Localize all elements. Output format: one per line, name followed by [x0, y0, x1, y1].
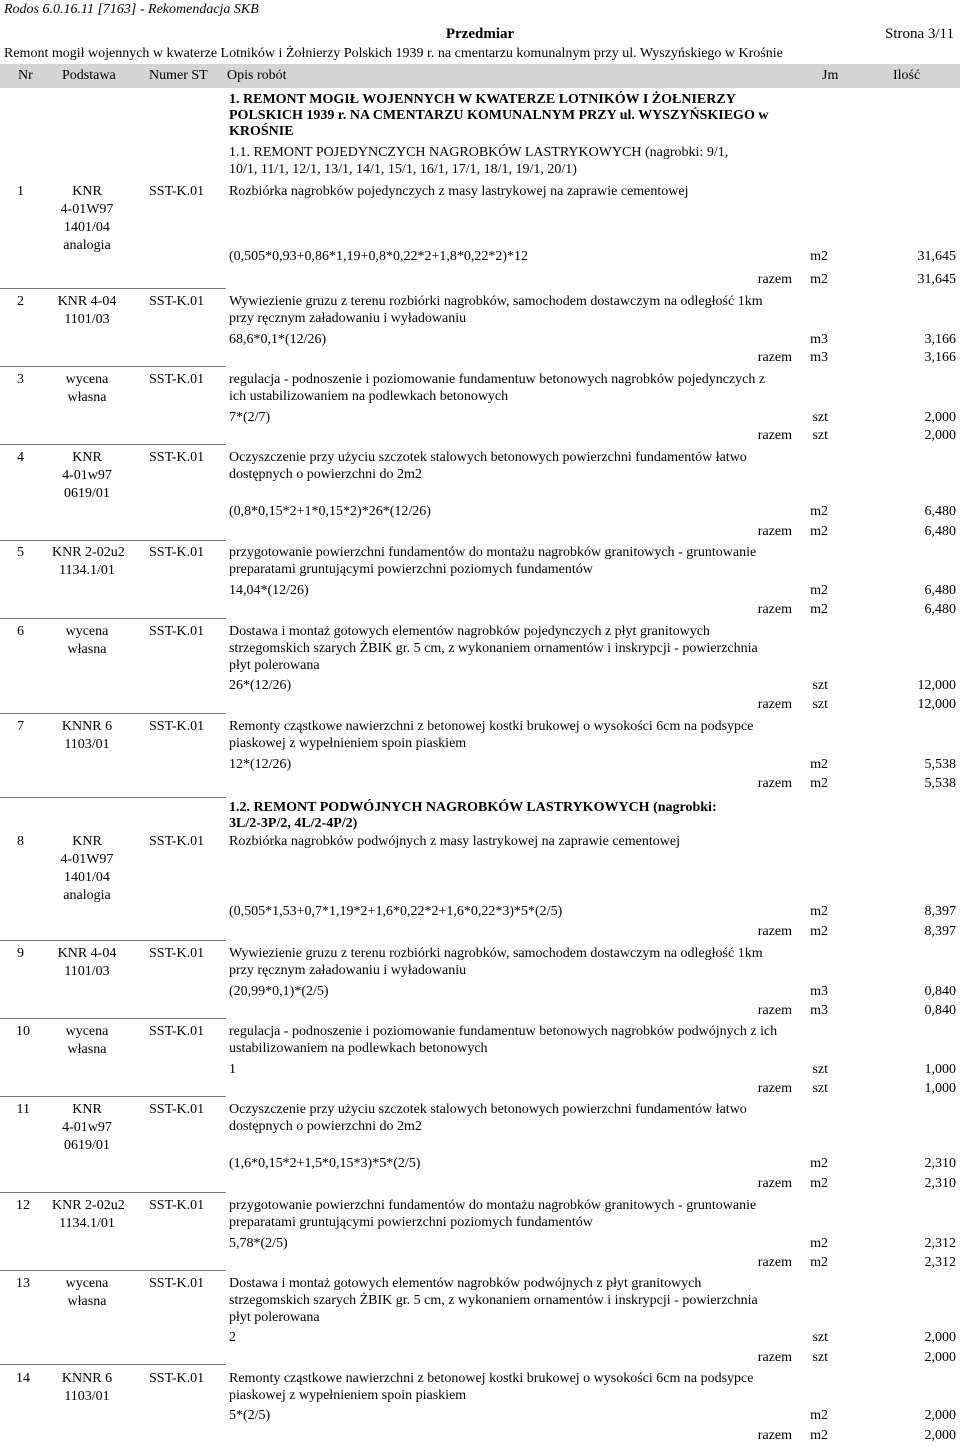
section-1-1-line-2: 10/1, 11/1, 12/1, 13/1, 14/1, 15/1, 16/1, 17/1, 18/1, 19/1, 20/1) — [229, 162, 577, 177]
item-basis-line: 4-01W97 — [60, 852, 114, 867]
item-description-line: Dostawa i montaż gotowych elementów nagrobków pojedynczych z płyt granitowych — [229, 624, 710, 639]
item-total-quantity: 2,312 — [924, 1255, 956, 1270]
item-total-unit: m2 — [810, 776, 828, 791]
item-basis-line: własna — [67, 642, 107, 657]
section-1-1-line-1: 1.1. REMONT POJEDYNCZYCH NAGROBKÓW LASTRYKOWYCH (nagrobki: 9/1, — [229, 145, 729, 160]
item-spec-code: SST-K.01 — [149, 946, 205, 961]
item-spec-code: SST-K.01 — [149, 624, 205, 639]
item-basis-line: wycena — [65, 1024, 109, 1039]
item-basis-line: KNR 4-04 — [57, 946, 117, 961]
item-spec-code: SST-K.01 — [149, 294, 205, 309]
row-separator — [0, 444, 226, 445]
item-spec-code: SST-K.01 — [149, 1198, 205, 1213]
item-basis-line: wycena — [65, 624, 109, 639]
item-quantity: 0,840 — [924, 984, 956, 999]
item-total-unit: szt — [812, 1350, 828, 1365]
item-total-unit: m2 — [810, 1176, 828, 1191]
item-spec-code: SST-K.01 — [149, 719, 205, 734]
item-description-line: ich ustabilizowaniem na podlewkach betonowych — [229, 389, 509, 404]
item-total-quantity: 2,000 — [924, 1428, 956, 1443]
item-spec-code: SST-K.01 — [149, 184, 205, 199]
item-description-line: regulacja - podnoszenie i poziomowanie fundamentuw betonowych nagrobków pojedynczych z — [229, 372, 766, 387]
item-basis-line: 1134.1/01 — [59, 563, 115, 578]
column-header-bar — [0, 64, 960, 88]
item-number: 10 — [16, 1024, 30, 1039]
item-basis-line: 4-01w97 — [62, 468, 112, 483]
item-basis-line: KNNR 6 — [61, 1371, 113, 1386]
item-total-label: razem — [757, 1176, 792, 1191]
item-unit: szt — [812, 410, 828, 425]
row-separator — [0, 1096, 226, 1097]
item-basis-line: własna — [67, 390, 107, 405]
item-basis-line: analogia — [63, 238, 111, 253]
item-calculation: 7*(2/7) — [229, 410, 271, 425]
item-spec-code: SST-K.01 — [149, 545, 205, 560]
item-basis-line: 1401/04 — [64, 220, 110, 235]
item-description-line: strzegomskich szarych ŻBIK gr. 5 cm, z wykonaniem ornamentów i inskrypcji - powierzchnia — [229, 641, 758, 656]
item-number: 3 — [17, 372, 24, 387]
item-quantity: 2,000 — [924, 1330, 956, 1345]
item-basis-line: własna — [67, 1294, 107, 1309]
page-number: Strona 3/11 — [884, 26, 954, 42]
item-description-line: Dostawa i montaż gotowych elementów nagrobków podwójnych z płyt granitowych — [229, 1276, 702, 1291]
item-total-label: razem — [757, 602, 792, 617]
item-quantity: 31,645 — [917, 249, 956, 264]
item-total-label: razem — [757, 1255, 792, 1270]
item-total-label: razem — [757, 1081, 792, 1096]
row-separator — [0, 1192, 226, 1193]
col-ilosc: Ilość — [893, 68, 921, 83]
item-quantity: 1,000 — [924, 1062, 956, 1077]
item-total-quantity: 2,000 — [924, 428, 956, 443]
section-1-line-3: KROŚNIE — [229, 124, 294, 139]
item-description-line: Oczyszczenie przy użyciu szczotek stalowych betonowych powierzchni fundamentów łatwo — [229, 450, 747, 465]
item-total-quantity: 5,538 — [924, 776, 956, 791]
section-1-line-2: POLSKICH 1939 r. NA CMENTARZU KOMUNALNYM PRZY ul. WYSZYŃSKIEGO w — [229, 108, 769, 123]
item-number: 8 — [17, 834, 24, 849]
item-total-unit: m2 — [810, 524, 828, 539]
item-basis-line: 1101/03 — [64, 964, 110, 979]
item-quantity: 2,312 — [924, 1236, 956, 1251]
item-total-unit: szt — [812, 1081, 828, 1096]
item-total-quantity: 1,000 — [924, 1081, 956, 1096]
row-separator — [0, 713, 226, 714]
item-number: 14 — [16, 1371, 30, 1386]
item-calculation: (1,6*0,15*2+1,5*0,15*3)*5*(2/5) — [229, 1156, 421, 1171]
item-description-line: Wywiezienie gruzu z terenu rozbiórki nagrobków, samochodem dostawczym na odległość 1km — [229, 294, 763, 309]
item-total-quantity: 2,000 — [924, 1350, 956, 1365]
item-total-unit: m2 — [810, 602, 828, 617]
col-opis: Opis robót — [227, 68, 287, 83]
item-total-unit: m2 — [810, 924, 828, 939]
item-description-line: przygotowanie powierzchni fundamentów do montażu nagrobków granitowych - gruntowanie — [229, 1198, 757, 1213]
item-calculation: (0,8*0,15*2+1*0,15*2)*26*(12/26) — [229, 504, 431, 519]
item-spec-code: SST-K.01 — [149, 1276, 205, 1291]
item-spec-code: SST-K.01 — [149, 1102, 205, 1117]
item-spec-code: SST-K.01 — [149, 834, 205, 849]
item-calculation: 5,78*(2/5) — [229, 1236, 288, 1251]
item-description-line: przygotowanie powierzchni fundamentów do montażu nagrobków granitowych - gruntowanie — [229, 545, 757, 560]
item-total-quantity: 6,480 — [924, 602, 956, 617]
row-separator — [0, 1364, 226, 1365]
item-basis-line: KNR — [72, 184, 102, 199]
item-basis-line: 4-01W97 — [60, 202, 114, 217]
item-calculation: 14,04*(12/26) — [229, 583, 309, 598]
item-unit: szt — [812, 1062, 828, 1077]
doc-title: Przedmiar — [445, 26, 515, 42]
item-number: 7 — [17, 719, 24, 734]
item-unit: m2 — [810, 1156, 828, 1171]
item-basis-line: KNR — [72, 834, 102, 849]
item-total-unit: m2 — [810, 1255, 828, 1270]
row-separator — [0, 618, 226, 619]
item-total-label: razem — [757, 524, 792, 539]
item-description-line: płyt polerowana — [229, 658, 320, 673]
row-separator — [0, 797, 226, 798]
item-number: 11 — [16, 1102, 30, 1117]
item-calculation: 12*(12/26) — [229, 757, 292, 772]
app-title: Rodos 6.0.16.11 [7163] - Rekomendacja SKB — [4, 2, 259, 17]
item-quantity: 2,000 — [924, 1408, 956, 1423]
item-total-unit: szt — [812, 697, 828, 712]
item-total-quantity: 12,000 — [917, 697, 956, 712]
col-jm: Jm — [822, 68, 839, 83]
item-unit: m2 — [810, 249, 828, 264]
item-spec-code: SST-K.01 — [149, 1024, 205, 1039]
item-basis-line: KNR 4-04 — [57, 294, 117, 309]
item-calculation: (0,505*0,93+0,86*1,19+0,8*0,22*2+1,8*0,22*2)*12 — [229, 249, 529, 264]
item-basis-line: KNR 2-02u2 — [52, 1198, 125, 1213]
item-total-unit: m2 — [810, 272, 828, 287]
item-description-line: piaskowej z wypełnieniem spoin piaskiem — [229, 1388, 467, 1403]
item-unit: m2 — [810, 583, 828, 598]
item-number: 4 — [17, 450, 24, 465]
row-separator — [0, 366, 226, 367]
item-total-label: razem — [757, 1350, 792, 1365]
item-basis-line: KNR 2-02u2 — [52, 545, 125, 560]
item-total-quantity: 31,645 — [917, 272, 956, 287]
item-total-unit: m2 — [810, 1428, 828, 1443]
item-unit: m2 — [810, 504, 828, 519]
item-calculation: 26*(12/26) — [229, 678, 292, 693]
item-basis-line: wycena — [65, 372, 109, 387]
item-basis-line: KNR — [72, 450, 102, 465]
item-unit: m3 — [810, 984, 828, 999]
item-unit: m2 — [810, 1408, 828, 1423]
row-separator — [0, 940, 226, 941]
item-description-line: ustabilizowaniem na podlewkach betonowych — [229, 1041, 488, 1056]
item-calculation: 1 — [229, 1062, 236, 1077]
item-total-quantity: 6,480 — [924, 524, 956, 539]
item-description-line: dostępnych o powierzchni do 2m2 — [229, 1119, 422, 1134]
item-number: 5 — [17, 545, 24, 560]
row-separator — [0, 288, 226, 289]
item-unit: m2 — [810, 757, 828, 772]
item-total-label: razem — [757, 350, 792, 365]
item-basis-line: 0619/01 — [64, 486, 110, 501]
item-description-line: Wywiezienie gruzu z terenu rozbiórki nagrobków, samochodem dostawczym na odległość 1km — [229, 946, 763, 961]
item-total-unit: m3 — [810, 1003, 828, 1018]
item-basis-line: KNNR 6 — [61, 719, 113, 734]
item-quantity: 2,000 — [924, 410, 956, 425]
item-total-label: razem — [757, 924, 792, 939]
item-unit: m2 — [810, 904, 828, 919]
item-calculation: 2 — [229, 1330, 236, 1345]
item-spec-code: SST-K.01 — [149, 1371, 205, 1386]
item-total-unit: szt — [812, 428, 828, 443]
item-total-label: razem — [757, 1428, 792, 1443]
item-calculation: 5*(2/5) — [229, 1408, 271, 1423]
item-total-label: razem — [757, 428, 792, 443]
section-1-2-line-2: 3L/2-3P/2, 4L/2-4P/2) — [229, 816, 358, 831]
row-separator — [0, 1018, 226, 1019]
item-total-label: razem — [757, 776, 792, 791]
item-unit: szt — [812, 1330, 828, 1345]
section-1-2-line-1: 1.2. REMONT PODWÓJNYCH NAGROBKÓW LASTRYKOWYCH (nagrobki: — [229, 800, 717, 815]
row-separator — [0, 540, 226, 541]
item-quantity: 3,166 — [924, 332, 956, 347]
item-basis-line: wycena — [65, 1276, 109, 1291]
item-spec-code: SST-K.01 — [149, 450, 205, 465]
col-nr: Nr — [18, 68, 33, 83]
item-total-quantity: 2,310 — [924, 1176, 956, 1191]
item-total-quantity: 8,397 — [924, 924, 956, 939]
item-number: 9 — [17, 946, 24, 961]
item-quantity: 6,480 — [924, 583, 956, 598]
item-basis-line: 1103/01 — [64, 1389, 110, 1404]
col-podstawa: Podstawa — [62, 68, 116, 83]
item-basis-line: 1134.1/01 — [59, 1216, 115, 1231]
item-description-line: płyt polerowana — [229, 1310, 320, 1325]
item-basis-line: analogia — [63, 888, 111, 903]
project-title: Remont mogił wojennych w kwaterze Lotników i Żołnierzy Polskich 1939 r. na cmentarzu komunalnym przy ul. Wyszyńskiego w Krośnie — [4, 46, 783, 61]
item-quantity: 5,538 — [924, 757, 956, 772]
item-basis-line: 1401/04 — [64, 870, 110, 885]
item-description-line: regulacja - podnoszenie i poziomowanie fundamentuw betonowych nagrobków podwójnych z ich — [229, 1024, 778, 1039]
item-quantity: 8,397 — [924, 904, 956, 919]
item-total-unit: m3 — [810, 350, 828, 365]
item-number: 2 — [17, 294, 24, 309]
col-numer-st: Numer ST — [149, 68, 208, 83]
item-quantity: 2,310 — [924, 1156, 956, 1171]
item-description-line: preparatami gruntującymi powierzchni poziomych fundamentów — [229, 1215, 593, 1230]
item-description-line: przy ręcznym załadowaniu i wyładowaniu — [229, 311, 467, 326]
item-description-line: strzegomskich szarych ŻBIK gr. 5 cm, z wykonaniem ornamentów i inskrypcji - powierzchnia — [229, 1293, 758, 1308]
item-total-label: razem — [757, 697, 792, 712]
item-spec-code: SST-K.01 — [149, 372, 205, 387]
item-description-line: Remonty cząstkowe nawierzchni z betonowej kostki brukowej o wysokości 6cm na podsypce — [229, 1371, 754, 1386]
item-description-line: piaskowej z wypełnieniem spoin piaskiem — [229, 736, 467, 751]
item-description-line: Rozbiórka nagrobków pojedynczych z masy lastrykowej na zaprawie cementowej — [229, 184, 689, 199]
row-separator — [0, 1270, 226, 1271]
item-basis-line: 4-01w97 — [62, 1120, 112, 1135]
item-basis-line: 0619/01 — [64, 1138, 110, 1153]
item-number: 6 — [17, 624, 24, 639]
item-description-line: dostępnych o powierzchni do 2m2 — [229, 467, 422, 482]
item-calculation: (0,505*1,53+0,7*1,19*2+1,6*0,22*2+1,6*0,22*3)*5*(2/5) — [229, 904, 563, 919]
item-total-quantity: 3,166 — [924, 350, 956, 365]
item-number: 12 — [16, 1198, 30, 1213]
item-description-line: preparatami gruntującymi powierzchni poziomych fundamentów — [229, 562, 593, 577]
item-number: 1 — [17, 184, 24, 199]
item-description-line: Oczyszczenie przy użyciu szczotek stalowych betonowych powierzchni fundamentów łatwo — [229, 1102, 747, 1117]
item-description-line: Remonty cząstkowe nawierzchni z betonowej kostki brukowej o wysokości 6cm na podsypce — [229, 719, 754, 734]
item-unit: m2 — [810, 1236, 828, 1251]
item-basis-line: własna — [67, 1042, 107, 1057]
section-1-line-1: 1. REMONT MOGIŁ WOJENNYCH W KWATERZE LOTNIKÓW I ŻOŁNIERZY — [229, 92, 736, 107]
item-basis-line: 1103/01 — [64, 737, 110, 752]
item-description-line: przy ręcznym załadowaniu i wyładowaniu — [229, 963, 467, 978]
item-quantity: 6,480 — [924, 504, 956, 519]
item-total-label: razem — [757, 1003, 792, 1018]
item-total-quantity: 0,840 — [924, 1003, 956, 1018]
item-unit: szt — [812, 678, 828, 693]
item-basis-line: 1101/03 — [64, 312, 110, 327]
item-calculation: (20,99*0,1)*(2/5) — [229, 984, 329, 999]
item-unit: m3 — [810, 332, 828, 347]
item-number: 13 — [16, 1276, 30, 1291]
item-basis-line: KNR — [72, 1102, 102, 1117]
item-description-line: Rozbiórka nagrobków podwójnych z masy lastrykowej na zaprawie cementowej — [229, 834, 680, 849]
item-total-label: razem — [757, 272, 792, 287]
item-calculation: 68,6*0,1*(12/26) — [229, 332, 327, 347]
item-quantity: 12,000 — [917, 678, 956, 693]
